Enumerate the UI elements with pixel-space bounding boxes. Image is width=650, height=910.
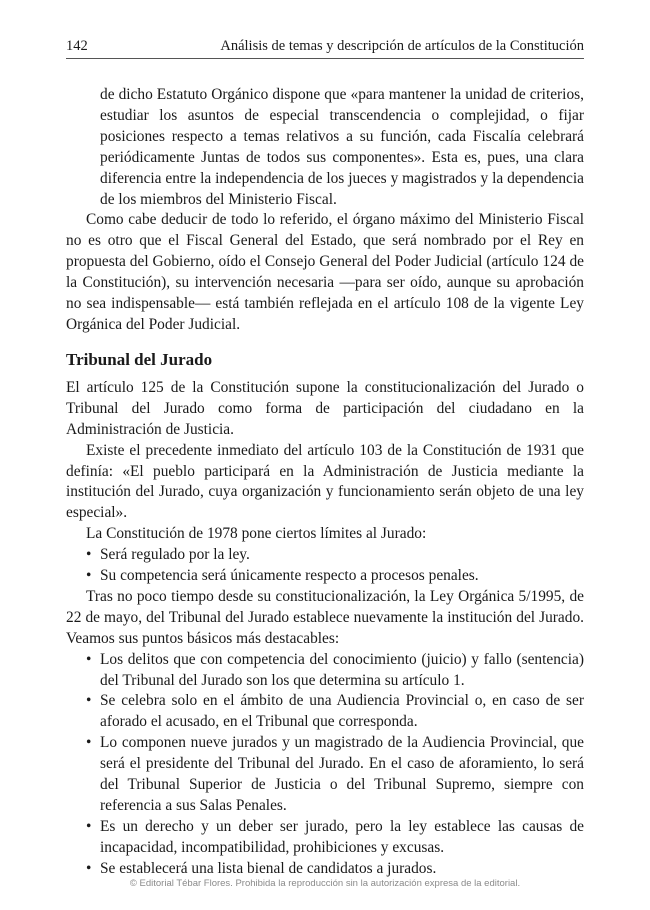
running-title: Análisis de temas y descripción de artículos de la Constitución: [220, 38, 584, 54]
body-paragraph: El artículo 125 de la Constitución supone la constitucionalización del Jurado o Tribunal del Jurado como forma de participación del ciudadano en la Administración de Justicia.: [66, 378, 584, 438]
list-item: • Se celebra solo en el ámbito de una Audiencia Provincial o, en caso de ser aforado el acusado, en el Tribunal que corresponda.: [86, 691, 584, 733]
list-item: • Lo componen nueve jurados y un magistrado de la Audiencia Provincial, que será el presidente del Tribunal del Jurado. En el caso de aforamiento, lo será del Tribunal Superior de Justicia o del Tribunal Supremo, siempre con referencia a sus Salas Penales.: [86, 733, 584, 817]
body-paragraph: Tras no poco tiempo desde su constitucionalización, la Ley Orgánica 5/1995, de 22 de mayo, del Tribunal del Jurado establece nuevamente la institución del Jurado. Veamos sus puntos básicos más destacables:: [66, 587, 584, 647]
list-item: • Es un derecho y un deber ser jurado, pero la ley establece las causas de incapacidad, incompatibilidad, prohibiciones y excusas.: [86, 817, 584, 859]
quote-paragraph: de dicho Estatuto Orgánico dispone que «para mantener la unidad de criterios, estudiar los asuntos de especial transcendencia o complejidad, o fijar posiciones respecto a temas relativos a su función, cada Fiscalía celebrará periódicamente Juntas de todos sus componentes». Esta es, pues, una clara diferencia entre la independencia de los jueces y magistrados y la dependencia de los miembros del Ministerio Fiscal.: [100, 86, 584, 208]
body-paragraph: Como cabe deducir de todo lo referido, el órgano máximo del Ministerio Fiscal no es otro que el Fiscal General del Estado, que será nombrado por el Rey en propuesta del Gobierno, oído el Consejo General del Poder Judicial (artículo 124 de la Constitución), su intervención necesaria —para ser oído, aunque su aprobación no sea indispensable— está también reflejada en el artículo 108 de la vigente Ley Orgánica del Poder Judicial.: [66, 211, 584, 333]
copyright-footer: © Editorial Tébar Flores. Prohibida la reproducción sin la autorización expresa de la editorial.: [129, 878, 521, 889]
body-paragraph: La Constitución de 1978 pone ciertos límites al Jurado:: [86, 525, 427, 543]
section-heading: Tribunal del Jurado: [66, 349, 213, 369]
list-item: • Su competencia será únicamente respecto a procesos penales.: [86, 566, 584, 587]
page-content: [66, 85, 584, 880]
bullet-list: [66, 650, 584, 880]
list-item: • Los delitos que con competencia del conocimiento (juicio) y fallo (sentencia) del Tribunal del Jurado son los que determina su artículo 1.: [86, 650, 584, 692]
body-paragraph: Existe el precedente inmediato del artículo 103 de la Constitución de 1931 que definía: «El pueblo participará en la Administración de Justicia mediante la institución del Jurado, cuya organización y funcionamiento serán objeto de una ley especial».: [66, 441, 584, 522]
bullet-list: [66, 545, 584, 587]
list-item: • Se establecerá una lista bienal de candidatos a jurados.: [86, 859, 584, 880]
running-header: [66, 36, 584, 59]
page-number: 142: [66, 38, 88, 54]
list-item: • Será regulado por la ley.: [86, 545, 584, 566]
